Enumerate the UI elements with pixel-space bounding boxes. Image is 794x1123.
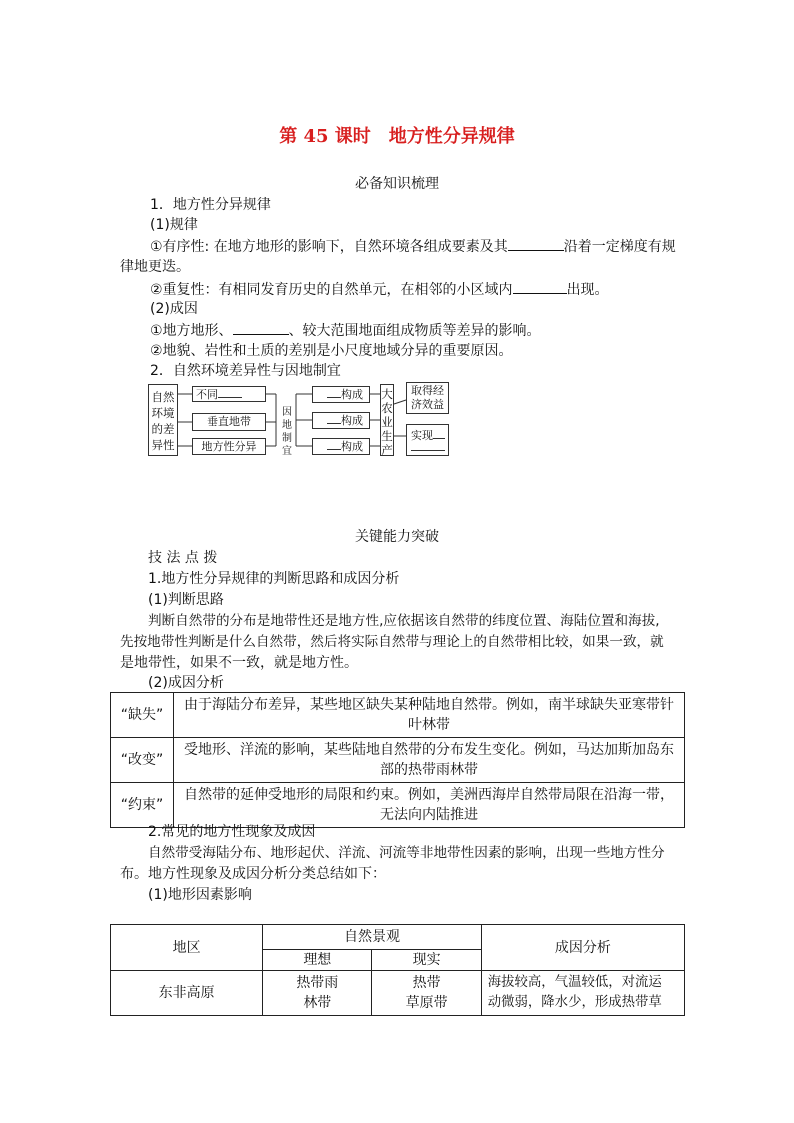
paragraph-line: 先按地带性判断是什么自然带，然后将实际自然带与理论上的自然带相比较，如果一致，就 [120, 634, 664, 650]
cell-line: 受地形、洋流的影响，某些陆地自然带的分布发生变化。例如，马达加斯加岛东 [184, 742, 674, 758]
cell-line: 由于海陆分布差异，某些地区缺失某种陆地自然带。例如，南半球缺失亚寒带针 [184, 697, 674, 713]
realize-box [406, 424, 449, 456]
tips-heading: 技 法 点 拨 [148, 550, 218, 566]
header-ideal: 理想 [263, 950, 372, 971]
cell-line: 海拔较高，气温较低，对流运 [487, 975, 662, 990]
terrain-factor-table [110, 924, 685, 1016]
header-real: 现实 [372, 950, 481, 971]
cell-line: 林带 [303, 995, 332, 1011]
cause-analysis-table [110, 692, 685, 828]
table-header-row [111, 925, 685, 950]
table-cell-value [174, 693, 685, 738]
paragraph [150, 236, 676, 257]
table-cell-value [174, 738, 685, 783]
text: ①地方地形、 [150, 323, 233, 339]
page-title: 第 45 课时 地方性分异规律 [279, 126, 515, 147]
cell-line: 草原带 [405, 995, 448, 1011]
fill-blank [433, 428, 445, 439]
table-cell-key: “改变” [111, 738, 174, 783]
label: 实现 [411, 429, 433, 442]
result-box-3 [312, 438, 370, 455]
table-row [111, 971, 685, 1016]
label-line: 产 [381, 443, 393, 457]
sub-heading: (1)地形因素影响 [148, 887, 252, 903]
label: 构成 [341, 388, 363, 401]
label-line: 异性 [151, 438, 175, 452]
label-line: 生 [381, 429, 393, 443]
label-line: 农 [381, 401, 393, 415]
label-line: 制宜 [282, 433, 292, 457]
sub-heading: (1)判断思路 [148, 592, 224, 608]
fill-blank [327, 413, 341, 424]
text: 出现。 [566, 282, 609, 298]
text: ①有序性: 在地方地形的影响下，自然环境各组成要素及其 [150, 239, 508, 255]
text: 沿着一定梯度有规 [563, 239, 676, 255]
fill-blank [218, 387, 242, 398]
cell-line: 无法向内陆推进 [380, 807, 478, 823]
label-line: 大 [381, 387, 393, 401]
label-line: 业 [381, 415, 393, 429]
cell-line: 热带 [412, 975, 441, 991]
header-cause: 成因分析 [481, 925, 684, 971]
text: 、较大范围地面组成物质等差异的影响。 [288, 323, 541, 339]
header-landscape: 自然景观 [263, 925, 482, 950]
item-box-2: 垂直地带 [192, 413, 266, 431]
sub-heading: (2)成因 [150, 301, 198, 317]
label-line: 的差 [151, 422, 175, 436]
table-cell-key: “约束” [111, 783, 174, 828]
table-row [111, 783, 685, 828]
adapt-to-local-label [278, 406, 296, 458]
item-heading: 2.常见的地方性现象及成因 [148, 824, 316, 840]
table-cell-key: “缺失” [111, 693, 174, 738]
cell-line: 叶林带 [408, 717, 450, 733]
paragraph [150, 279, 609, 300]
fill-blank [513, 279, 567, 294]
cell-cause [481, 971, 684, 1016]
fill-blank [508, 236, 564, 251]
concept-diagram [148, 382, 453, 460]
section-heading: 关键能力突破 [355, 529, 439, 545]
label-line: 环境 [151, 406, 175, 420]
paragraph-line: 布。地方性现象及成因分析分类总结如下： [120, 866, 386, 882]
label: 构成 [341, 414, 363, 427]
cell-ideal [263, 971, 372, 1016]
label-line: 因地 [282, 407, 292, 431]
paragraph [150, 320, 541, 341]
label: 构成 [341, 440, 363, 453]
fill-blank [327, 439, 341, 450]
paragraph-line: 自然带受海陆分布、地形起伏、洋流、河流等非地带性因素的影响，出现一些地方性分 [148, 845, 665, 861]
cell-line: 部的热带雨林带 [380, 762, 478, 778]
section-heading: 必备知识梳理 [355, 176, 439, 192]
fill-blank [233, 320, 289, 335]
cell-line: 自然带的延伸受地形的局限和约束。例如，美洲西海岸自然带局限在沿海一带， [184, 787, 674, 803]
paragraph: ②地貌、岩性和土质的差别是小尺度地域分异的重要原因。 [150, 343, 513, 359]
item-box-3: 地方性分异 [192, 438, 266, 455]
header-region: 地区 [111, 925, 263, 971]
sub-heading: (2)成因分析 [148, 675, 224, 691]
item-heading: 1.地方性分异规律的判断思路和成因分析 [148, 571, 400, 587]
cell-line: 热带雨 [296, 975, 339, 991]
table-cell-value [174, 783, 685, 828]
item-heading: 1．地方性分异规律 [150, 197, 271, 213]
item-heading: 2．自然环境差异性与因地制宜 [150, 363, 341, 379]
table-row [111, 738, 685, 783]
agriculture-production-box [380, 384, 394, 456]
label-line: 取得经 [411, 384, 444, 397]
text: ②重复性：有相同发育历史的自然单元，在相邻的小区域内 [150, 282, 513, 298]
sub-heading: (1)规律 [150, 217, 198, 233]
label-line: 自然 [151, 390, 175, 404]
paragraph: 律地更迭。 [120, 259, 190, 275]
paragraph-line: 是地带性，如果不一致，就是地方性。 [120, 655, 358, 671]
fill-blank [327, 387, 341, 398]
cell-region: 东非高原 [111, 971, 263, 1016]
item-box-1 [192, 386, 266, 402]
cell-real [372, 971, 481, 1016]
cell-line: 动微弱，降水少，形成热带草 [487, 995, 662, 1010]
paragraph-line: 判断自然带的分布是地带性还是地方性,应依据该自然带的纬度位置、海陆位置和海拔, [148, 613, 660, 629]
natural-env-difference-box [148, 384, 178, 456]
result-box-2 [312, 412, 370, 429]
label: 不同 [196, 388, 218, 401]
table-row [111, 693, 685, 738]
result-box-1 [312, 386, 370, 403]
fill-blank [411, 442, 445, 451]
label-line: 济效益 [411, 398, 444, 411]
economic-benefit-box [406, 382, 449, 414]
